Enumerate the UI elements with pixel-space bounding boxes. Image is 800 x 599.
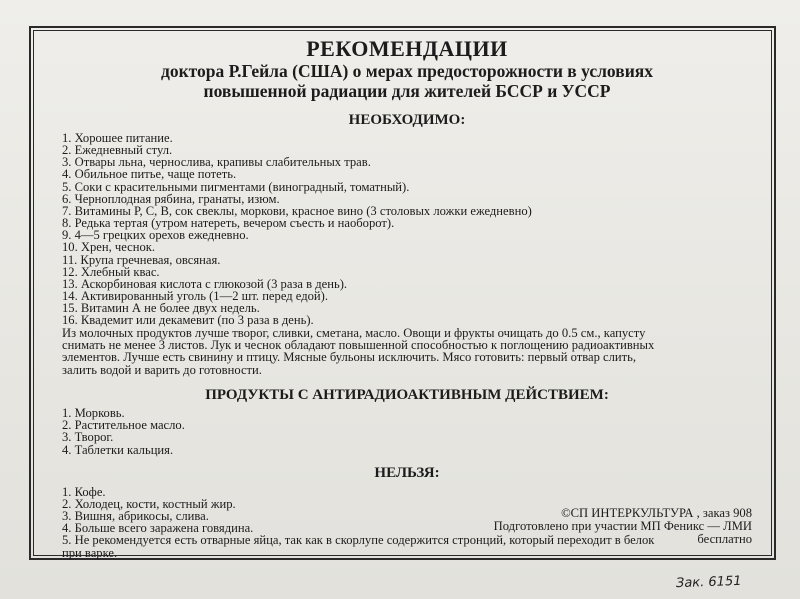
section-necessary-heading: НЕОБХОДИМО: [348, 112, 466, 128]
list-item: 6. Черноплодная рябина, гранаты, изюм. [62, 191, 280, 206]
list-item: 1. Морковь. [62, 406, 125, 421]
paragraph-line: залить водой и варить до готовности. [62, 362, 262, 377]
paragraph-line: элементов. Лучше есть свинину и птицу. Мясные бульоны исключить. Мясо готовить: первый отвар слить, [62, 350, 637, 365]
list-item: 16. Квадемит или декамевит (по 3 раза в день). [62, 313, 314, 328]
section-antiradioactive-heading: ПРОДУКТЫ С АНТИРАДИОАКТИВНЫМ ДЕЙСТВИЕМ: [205, 387, 609, 404]
list-item: 7. Витамины Р, С, В, сок свеклы, моркови, красное вино (3 столовых ложки ежедневно) [62, 203, 532, 218]
paragraph-line: снимать не менее 3 листов. Лук и чеснок обладают повышенной способностью к поглощению радиоактивных [62, 337, 655, 352]
list-item-continuation: при варке. [62, 545, 118, 560]
publisher-footer [494, 507, 752, 546]
list-item: 4. Обильное питье, чаще потеть. [62, 167, 237, 182]
list-item: 10. Хрен, чеснок. [62, 240, 156, 255]
list-item: 1. Кофе. [62, 484, 106, 499]
list-item: 2. Растительное масло. [62, 418, 185, 433]
document-subtitle-line1: доктора Р.Гейла (США) о мерах предосторожности в условиях [161, 61, 653, 81]
section-forbidden-heading: НЕЛЬЗЯ: [374, 464, 440, 481]
necessary-list [62, 132, 752, 327]
list-item: 3. Отвары льна, чернослива, крапивы слабительных трав. [62, 155, 371, 170]
copyright-line: ©СП ИНТЕРКУЛЬТУРА , заказ 908 [561, 506, 752, 520]
list-item: 5. Не рекомендуется есть отварные яйца, так как в скорлупе содержится стронций, который переходит в белок [62, 533, 655, 548]
list-item: 4. Больше всего заражена говядина. [62, 521, 254, 536]
list-item: 12. Хлебный квас. [62, 264, 160, 279]
free-distribution-line: бесплатно [697, 532, 752, 546]
list-item: 1. Хорошее питание. [62, 131, 173, 145]
document-title: РЕКОМЕНДАЦИИ [306, 36, 508, 61]
antiradioactive-list [62, 407, 752, 456]
prepared-by-line: Подготовлено при участии МП Феникс — ЛМИ [493, 519, 752, 533]
leaflet-content [62, 37, 752, 559]
paragraph-line: Из молочных продуктов лучше творог, сливки, сметана, масло. Овощи и фрукты очищать до 0.5 см., капусту [62, 325, 646, 340]
list-item: 2. Ежедневный стул. [62, 143, 173, 158]
list-item: 3. Творог. [62, 430, 114, 445]
list-item: 9. 4—5 грецких орехов ежедневно. [62, 228, 249, 243]
list-item: 11. Крупа гречневая, овсяная. [62, 252, 221, 267]
list-item: 14. Активированный уголь (1—2 шт. перед едой). [62, 289, 329, 304]
document-subtitle-line2: повышенной радиации для жителей БССР и УССР [203, 81, 611, 101]
list-item: 15. Витамин А не более двух недель. [62, 301, 260, 316]
list-item: 4. Таблетки кальция. [62, 442, 174, 457]
handwritten-order-number: Зак. 6151 [675, 573, 742, 592]
list-item: 2. Холодец, кости, костный жир. [62, 496, 236, 511]
list-item: 8. Редька тертая (утром натереть, вечером съесть и наоборот). [62, 216, 395, 231]
list-item: 13. Аскорбиновая кислота с глюкозой (3 раза в день). [62, 276, 348, 291]
dairy-guidance-paragraph [62, 327, 752, 377]
list-item: 5. Соки с красительными пигментами (виноградный, томатный). [62, 179, 410, 194]
list-item: 3. Вишня, абрикосы, слива. [62, 509, 209, 524]
